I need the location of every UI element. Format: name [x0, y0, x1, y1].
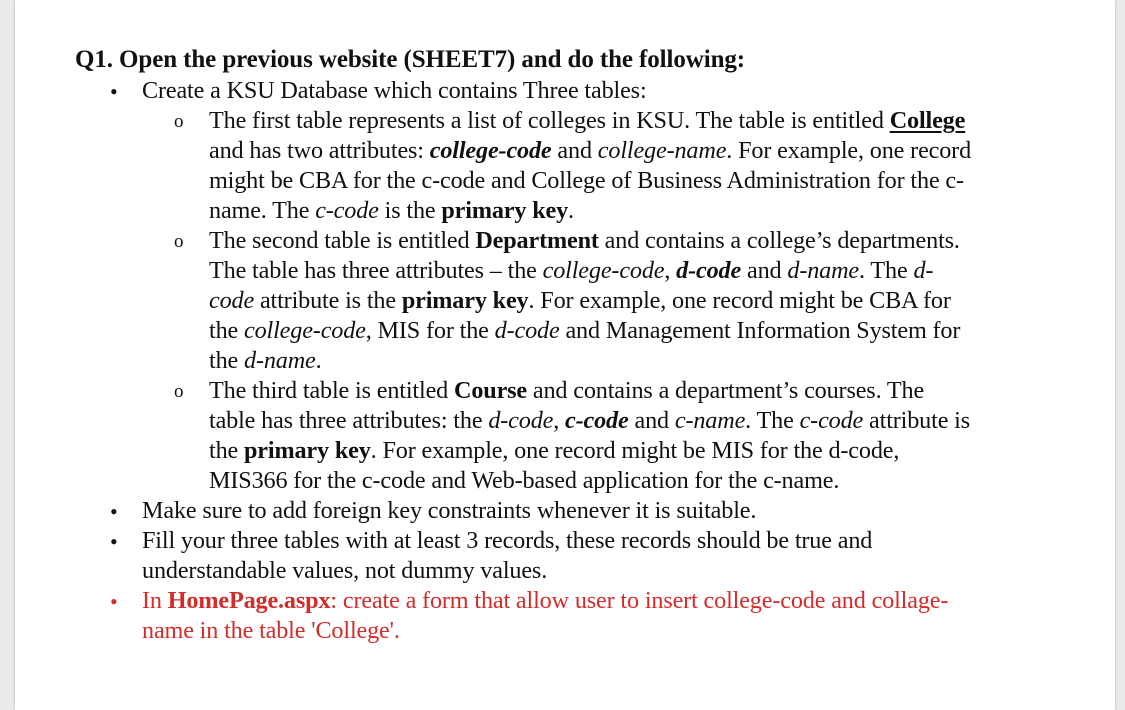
table3-line-3: the primary key. For example, one record might be MIS for the d-code, — [209, 437, 900, 464]
bullet-homepage-form-line-1: In HomePage.aspx: create a form that allow user to insert college-code and collage- — [142, 587, 949, 614]
table3-line-1: The third table is entitled Course and contains a department’s courses. The — [209, 377, 925, 404]
sub-bullet-marker: o — [174, 111, 184, 132]
table1-line-2: and has two attributes: college-code and college-name. For example, one record — [209, 137, 972, 164]
bullet-fill-records-line-1: Fill your three tables with at least 3 records, these records should be true and — [142, 527, 873, 554]
bullet-marker: • — [110, 499, 118, 524]
bullet-fill-records-line-2: understandable values, not dummy values. — [142, 557, 548, 584]
table3-line-2: table has three attributes: the d-code, c-code and c-name. The c-code attribute is — [209, 407, 971, 434]
table1-line-1: The first table represents a list of colleges in KSU. The table is entitled College — [209, 107, 966, 134]
bullet-homepage-form-line-2: name in the table 'College'. — [142, 617, 400, 644]
table2-line-3: code attribute is the primary key. For example, one record might be CBA for — [209, 287, 951, 314]
table1-line-4: name. The c-code is the primary key. — [209, 197, 574, 224]
bullet-foreign-keys: Make sure to add foreign key constraints whenever it is suitable. — [142, 497, 757, 524]
table2-line-4: the college-code, MIS for the d-code and Management Information System for — [209, 317, 961, 344]
bullet-create-database: Create a KSU Database which contains Three tables: — [142, 77, 647, 104]
bullet-marker: • — [110, 79, 118, 104]
sub-bullet-marker: o — [174, 231, 184, 252]
question-heading: Q1. Open the previous website (SHEET7) and do the following: — [75, 46, 746, 73]
bullet-marker: • — [110, 589, 118, 614]
table2-line-5: the d-name. — [209, 347, 322, 374]
bullet-marker: • — [110, 529, 118, 554]
college-table-name: College — [889, 107, 966, 134]
table2-line-1: The second table is entitled Department and contains a college’s departments. — [209, 227, 960, 254]
sub-bullet-marker: o — [174, 381, 184, 402]
table2-line-2: The table has three attributes – the college-code, d-code and d-name. The d- — [209, 257, 934, 284]
table1-line-3: might be CBA for the c-code and College of Business Administration for the c- — [209, 167, 964, 194]
table3-line-4: MIS366 for the c-code and Web-based application for the c-name. — [209, 467, 840, 494]
